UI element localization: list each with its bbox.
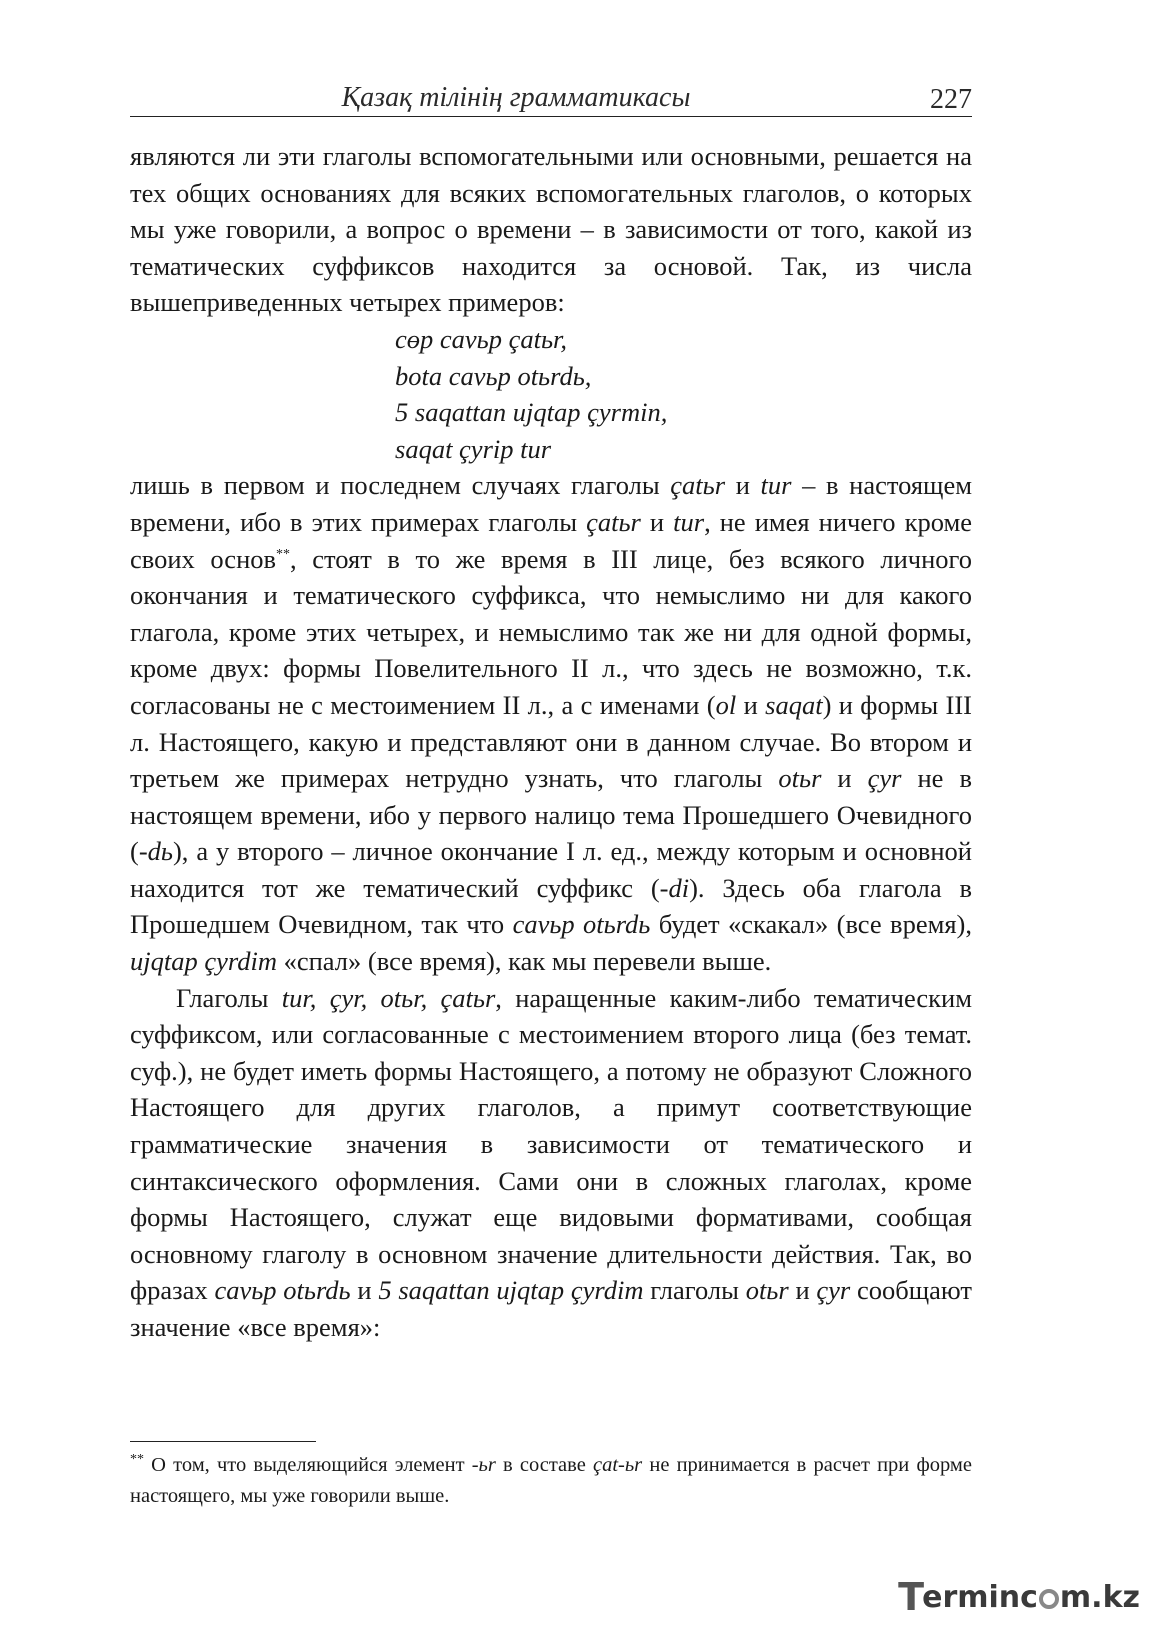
italic-term: -ьr [471,1454,496,1476]
example-line: 5 saqattan ujqtap çyrmin, [395,397,668,428]
italic-term: çyr [816,1275,851,1306]
italic-term: -dь [138,836,173,867]
header-title: Қазақ тілінің грамматикасы [341,82,691,113]
example-line: saqat çyrip tur [395,433,552,464]
text-run: ) и формы III л. Настоящего, какую и представляют они в данном случае. Во втором и третьем же примерах нетрудно узнать, что глаголы [130,689,972,794]
main-text [130,138,972,1346]
text-run: и [725,470,761,501]
site-watermark [898,1577,1140,1617]
text-run: и [788,1275,817,1306]
footnote-divider [130,1441,316,1442]
italic-term: 5 saqattan ujqtap çyrdim [378,1275,644,1306]
paragraph-analysis [130,467,972,979]
text-run: «спал» (все время), как мы перевели выше. [276,946,772,977]
italic-term: çat-ьr [592,1454,643,1476]
text-run: ), а у второго – личное окончание I л. ед., между которым и основной находится тот же тематический суффикс ( [130,836,972,903]
running-header [130,78,972,117]
italic-term: tur [673,506,705,537]
magnifier-icon [1039,1589,1059,1609]
text-run: – в настоящем времени, ибо в этих примерах глаголы [130,470,972,537]
text-run: в составе [495,1454,593,1476]
text-run: Глаголы [176,982,282,1013]
text-run: , наращенные каким-либо тематическим суффиксом, или согласованные с местоимением второго лица (без темат. суф.), не будет иметь формы Настоящего, а потому не образуют Сложного Настоящего для других глаголов, а примут соответствующие грамматические значения в зависимости от тематического и синтаксического оформления. Сами они в сложных глаголах, кроме формы Настоящего, служат еще видовыми формативами, сообщая основному глаголу в основном значение длительности действия. Так, во фразах [130,982,973,1306]
text-run: и [350,1275,379,1306]
text-run: , не имея ничего кроме своих основ [130,506,972,574]
paragraph-verbs [130,980,972,1346]
text-run: будет «скакал» (все время), [650,909,972,940]
italic-term: ol [715,689,737,720]
footnote-ref: ** [276,546,291,562]
examples-list [130,321,972,467]
italic-term: cavьр otьrdь [512,909,651,940]
footnote-mark: ** [130,1452,144,1468]
text-run: и [736,689,766,720]
italic-term: tur [760,470,792,501]
text-run: ). Здесь оба глагола в Прошедшем Очевидном, так что [130,872,972,940]
footnote [130,1450,972,1512]
italic-term: saqat [765,689,823,720]
text-run: сообщают значение «все время»: [130,1275,972,1342]
italic-term: cavьр otьrdь [214,1275,351,1306]
text-run: и [640,506,674,537]
text-run: О том, что выделяющийся элемент [144,1454,472,1476]
italic-term: ujqtap çyrdim [130,946,277,977]
italic-term: çyr [867,763,902,794]
watermark-text-1: erminc [922,1579,1038,1615]
watermark-text-2: m.kz [1059,1579,1140,1615]
text-run: лишь в первом и последнем случаях глаголы [130,470,671,501]
italic-term: otьr [745,1275,789,1306]
text-run: не в настоящем времени, ибо у первого налицо тема Прошедшего Очевидного ( [130,763,972,867]
paragraph-intro: являются ли эти глаголы вспомогательными или основными, решается на тех общих основаниях для всяких вспомогательных глаголов, о которых мы уже говорили, а вопрос о времени – в зависимости от того, какой из тематических суффиксов находится за основой. Так, из числа вышеприведенных четырех примеров: [130,141,972,318]
text-run: , стоят в то же время в III лице, без всякого личного окончания и тематического суффикса, что немыслимо ни для какого глагола, кроме этих четырех, и немыслимо так же ни для одной формы, кроме двух: формы Повелительного II л., что здесь не возможно, т.к. согласованы не с местоимением II л., а с именами ( [130,543,972,720]
italic-term: çatьr [670,470,726,501]
italic-term: -di [659,872,690,903]
italic-term: çatьr [586,506,641,537]
text-run: не принимается в расчет при форме настоящего, мы уже говорили выше. [130,1454,972,1507]
example-line: сөр cavьр çatьr, [395,323,568,354]
example-line: bota cavьр otьrdь, [395,360,592,391]
text-run: глаголы [643,1275,746,1306]
italic-term: otьr [778,763,822,794]
text-run: и [821,763,868,794]
italic-term: tur, çyr, otьr, çatьr [281,982,496,1013]
page-number: 227 [930,84,972,115]
watermark-t-letter: T [898,1575,925,1619]
